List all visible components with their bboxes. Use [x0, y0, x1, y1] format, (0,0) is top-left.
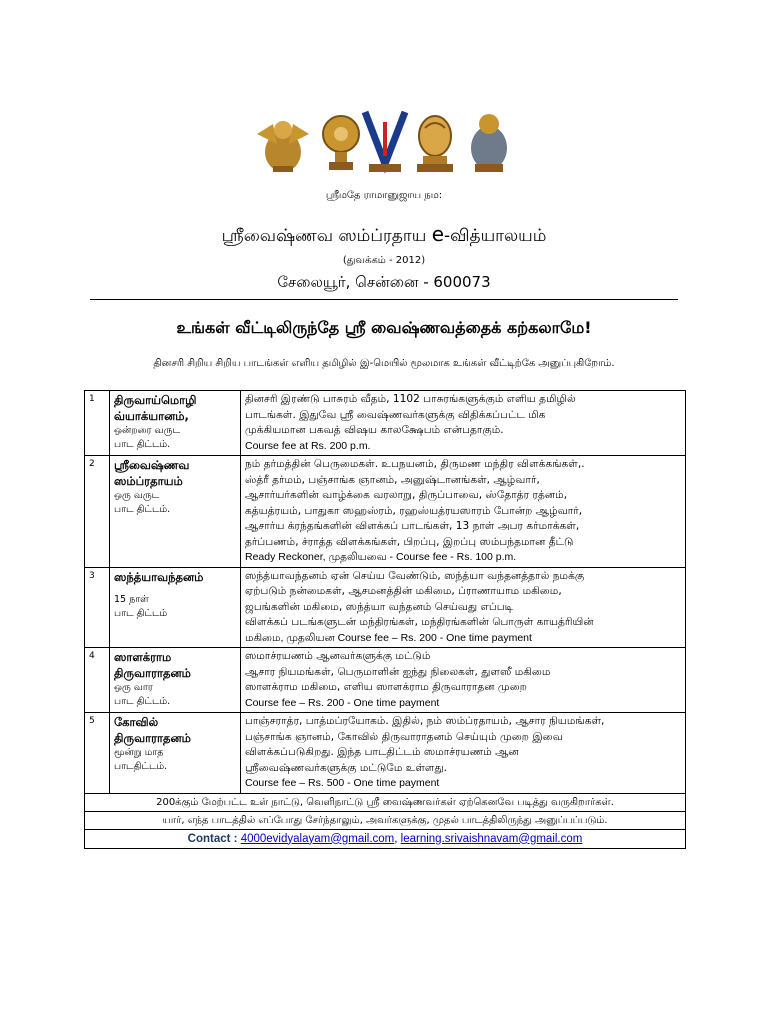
course-row [85, 713, 686, 794]
course-name: ஸாளக்ராம [114, 650, 172, 664]
description-line: ஜபங்களின் மகிமை, ஸந்த்யா வந்தனம் செய்வது எப்படி [245, 600, 514, 613]
description-line: பாஞ்சராத்ர, பாத்மப்ரயோகம். இதில், நம் ஸம்ப்ரதாயம், ஆசார நியமங்கள், [245, 715, 605, 727]
course-description [241, 713, 686, 794]
header-divider [90, 299, 678, 300]
course-number: 1 [85, 391, 110, 456]
intro-text: தினசரி சிறிய சிறிய பாடங்கள் எளிய தமிழில் இ-மெயில் மூலமாக உங்கள் வீட்டிற்கே அனுப்புகிறோம். [153, 358, 615, 369]
description-line: ஆசார்யர்களின் வாழ்க்கை வரலாறு, திருப்பாவை, ஸ்தோத்ர ரத்னம், [245, 489, 568, 501]
chakra-symbol [323, 116, 359, 170]
course-name: வ்யாக்யானம், [114, 409, 189, 423]
courses-table [84, 390, 686, 849]
email-link-1[interactable]: 4000evidyalayam@gmail.com [240, 832, 395, 845]
course-duration: ஒரு வார [114, 682, 153, 693]
course-fee: Ready Reckoner, முதலியவை - Course fee - Rs. 100 p.m. [245, 551, 517, 563]
course-row [85, 648, 686, 713]
contact-cell [85, 829, 686, 848]
course-duration: ஒன்றரை வருட [114, 425, 181, 436]
course-duration: பாட திட்டம் [114, 607, 168, 619]
course-name-cell [110, 648, 241, 713]
course-number: 3 [85, 567, 110, 648]
course-name: ஸ்ரீவைஷ்ணவ [114, 458, 190, 472]
course-name-cell [110, 391, 241, 456]
description-line: ஏற்படும் நன்மைகள், ஆசமனத்தின் மகிமை, ப்ராணாயாம மகிமை, [245, 585, 562, 597]
description-line: விளக்கப்படுகிறது. இந்த பாடதிட்டம் ஸமாச்ரயணம் ஆன [245, 746, 519, 758]
description-line: ஸ்ரீவைஷ்ணவர்களுக்கு மட்டுமே உள்ளது. [245, 761, 448, 774]
description-line: ஸந்த்யாவந்தனம் ஏன் செய்ய வேண்டும், ஸந்த்யா வந்தனத்தால் நமக்கு [245, 569, 585, 582]
description-line: ஸாளக்ராம மகிமை, எளிய ஸாளக்ராம திருவாராதன முறை [245, 681, 527, 693]
course-fee: மகிமை, முதலியன Course fee – Rs. 200 - One time payment [245, 631, 532, 644]
description-line: தினசரி இரண்டு பாசுரம் வீதம், 1102 பாசுரங்களுக்கும் எளிய தமிழில் [245, 393, 576, 405]
hanuman-figure [471, 114, 507, 172]
course-number: 4 [85, 648, 110, 713]
description-line: ஸமாச்ரயணம் ஆனவர்களுக்கு மட்டும் [245, 650, 431, 662]
course-name-cell [110, 567, 241, 648]
description-line: ஆசார்ய க்ரந்தங்களின் விளக்கப் பாடங்கள், 13 நாள் அபர கர்மாக்கள், [245, 520, 580, 532]
course-duration: பாட திட்டம். [114, 504, 171, 515]
email-separator: , [394, 832, 401, 845]
course-duration: பாட திட்டம். [114, 439, 171, 450]
course-number: 5 [85, 713, 110, 794]
course-description [241, 456, 686, 568]
course-description [241, 567, 686, 648]
course-row [85, 391, 686, 456]
description-line: கத்யத்ரயம், பாதுகா ஸஹஸ்ரம், ரஹஸ்யத்ரயஸாரம் போன்ற ஆழ்வார், [245, 504, 583, 517]
institution-title [0, 222, 768, 248]
headline: உங்கள் வீட்டிலிருந்தே ஸ்ரீ வைஷ்ணவத்தைக் கற்கலாமே! [176, 318, 592, 337]
course-description [241, 391, 686, 456]
footer-row-2 [85, 811, 686, 829]
course-duration: பாடதிட்டம். [114, 761, 168, 772]
invocation-line: ஸ்ரீமதே ராமானுஜாய நம: [325, 190, 443, 201]
title-part2: -வித்யாலயம் [444, 226, 547, 246]
course-fee: Course fee at Rs. 200 p.m. [245, 439, 371, 452]
description-line: பாடங்கள். இதுவே ஸ்ரீ வைஷ்ணவர்களுக்கு விதிக்கப்பட்ட மிக [245, 408, 546, 421]
course-row [85, 567, 686, 648]
course-number: 2 [85, 456, 110, 568]
description-line: நம் தர்மத்தின் பெருமைகள். உபநயனம், திருமண மந்திர விளக்கங்கள்,. [245, 458, 585, 470]
garuda-figure [257, 121, 309, 172]
course-name-cell [110, 456, 241, 568]
course-name: திருவாய்மொழி [114, 393, 197, 407]
footer-line-1: 200க்கும் மேற்பட்ட உள் நாட்டு, வெளிநாட்டு ஸ்ரீ வைஷ்ணவர்கள் ஏற்கெனவே படித்து வருகிறார்கள். [85, 793, 686, 811]
course-fee: Course fee – Rs. 200 - One time payment [245, 696, 440, 709]
location-line: சேலையூர், சென்னை - 600073 [277, 273, 491, 291]
course-duration: ஒரு வருட [114, 490, 160, 501]
conch-symbol [417, 116, 453, 172]
contact-label: Contact : [187, 832, 241, 845]
email-link-2[interactable]: learning.srivaishnavam@gmail.com [400, 832, 583, 845]
course-duration: மூன்று மாத [114, 747, 164, 758]
founded-year: (துவக்கம் - 2012) [342, 255, 426, 266]
course-duration: 15 நாள் [114, 593, 149, 605]
description-line: ஆசார நியமங்கள், பெருமாளின் ஐந்து நிலைகள், துளஸீ மகிமை [245, 665, 551, 678]
description-line: விளக்கப் படங்களுடன் மந்திரங்கள், மந்திரங்களின் பொருள் காயத்ரியின் [245, 616, 594, 628]
namam-symbol [365, 112, 405, 172]
course-duration: பாட திட்டம். [114, 696, 171, 707]
course-name: திருவாராதனம் [114, 666, 191, 680]
description-line: ஸ்த்ரீ தர்மம், பஞ்சாங்க ஞானம், அனுஷ்டானங்கள், ஆழ்வார், [245, 473, 540, 486]
course-name: திருவாராதனம் [114, 731, 191, 745]
description-line: முக்கியமான பகவத் விஷய காலக்ஷேபம் என்பதாகும். [245, 424, 504, 436]
title-part1: ஸ்ரீவைஷ்ணவ ஸம்ப்ரதாய [221, 226, 432, 246]
description-line: தர்ப்பணம், ச்ராத்த விளக்கங்கள், பிறப்பு, இறப்பு ஸம்பந்தமான தீட்டு [245, 535, 574, 548]
sampradaya-emblem [255, 104, 515, 174]
contact-row [85, 829, 686, 848]
course-fee: Course fee – Rs. 500 - One time payment [245, 777, 440, 789]
description-line: பஞ்சாங்க ஞானம், கோவில் திருவாராதனம் செய்யும் முறை இவை [245, 730, 563, 743]
course-name: கோவில் [114, 715, 159, 729]
footer-row-1 [85, 793, 686, 811]
footer-line-2: யார், எந்த பாடத்தில் எப்போது சேர்ந்தாலும், அவர்களுக்கு, முதல் பாடத்திலிருந்து அனுப்பப்படும். [85, 811, 686, 829]
title-e: e [431, 222, 445, 246]
course-name-cell [110, 713, 241, 794]
course-name: ஸந்த்யாவந்தனம் [114, 569, 204, 584]
course-row [85, 456, 686, 568]
course-description [241, 648, 686, 713]
course-name: ஸம்ப்ரதாயம் [114, 474, 183, 488]
